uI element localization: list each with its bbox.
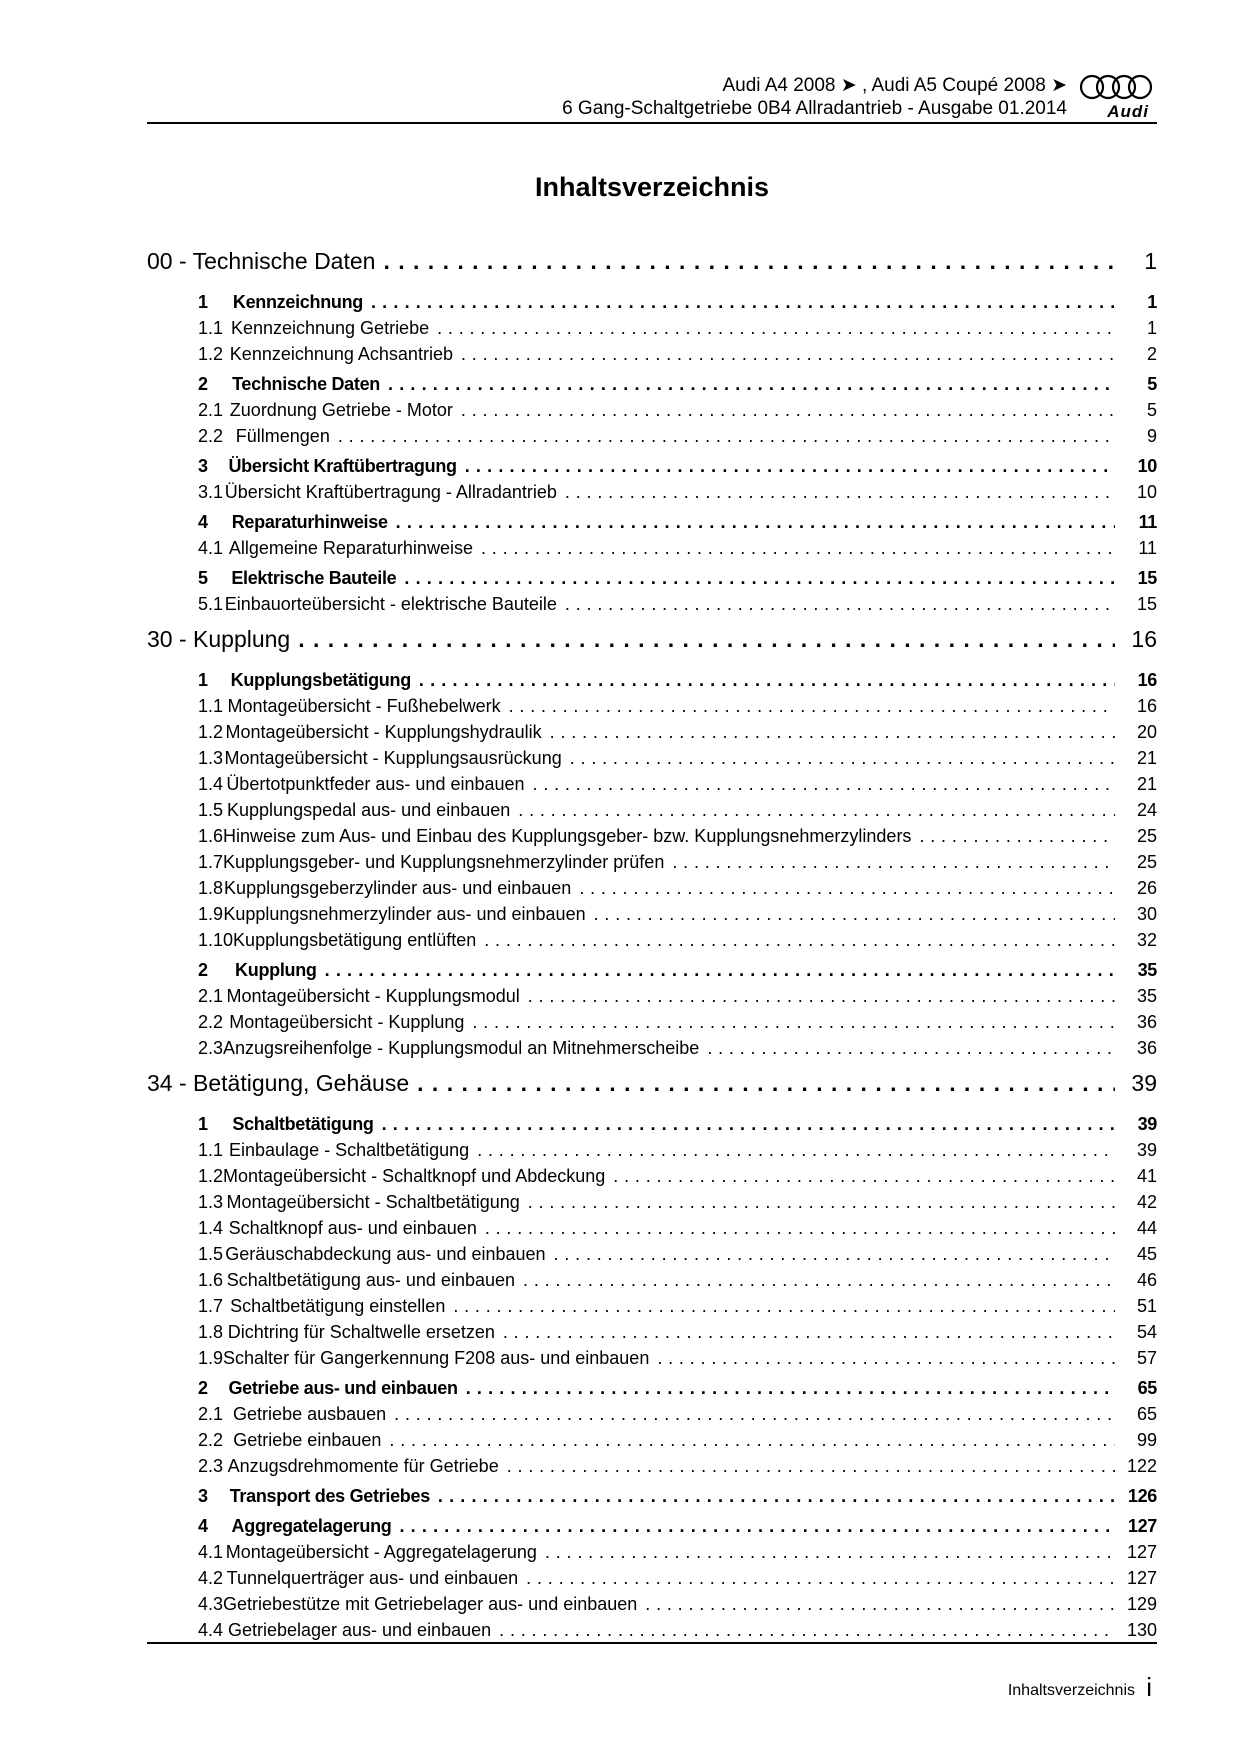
toc-entry-number: 1.9 <box>198 904 224 924</box>
toc-sub-entry[interactable] <box>147 1166 1157 1192</box>
toc-entry-label: Kennzeichnung Achsantrieb <box>229 344 453 364</box>
toc-entry-number: 1 <box>198 670 208 690</box>
toc-entry-page: 10 <box>1137 456 1157 476</box>
toc-chapter-entry[interactable] <box>147 1070 1157 1110</box>
toc-entry-label: Füllmengen <box>235 426 330 446</box>
toc-entry-page: 41 <box>1136 1166 1157 1186</box>
dot-leader <box>645 1594 1115 1615</box>
toc-entry-label: Montageübersicht - Kupplungshydraulik <box>225 722 542 742</box>
toc-sub-entry[interactable] <box>147 538 1157 564</box>
dot-leader <box>465 456 1115 477</box>
toc-entry-page: 20 <box>1136 722 1157 742</box>
toc-entry-page: 36 <box>1136 1012 1157 1032</box>
toc-sub-entry[interactable] <box>147 344 1157 370</box>
toc-entry-number: 4.1 <box>198 538 224 558</box>
toc-entry-page: 36 <box>1136 1038 1157 1058</box>
toc-entry-number: 5.1 <box>198 594 224 614</box>
toc-entry-label: Aggregatelagerung <box>231 1516 392 1536</box>
toc-entry-label: Montageübersicht - Kupplungsausrückung <box>224 748 562 768</box>
toc-entry-number: 4.4 <box>198 1620 224 1640</box>
toc-entry-page: 21 <box>1136 774 1157 794</box>
dot-leader <box>472 1012 1115 1033</box>
toc-entry-number: 2.1 <box>198 986 224 1006</box>
toc-entry-page: 5 <box>1147 374 1157 394</box>
toc-entry-label: Schaltbetätigung einstellen <box>230 1296 446 1316</box>
toc-entry-page: 46 <box>1136 1270 1157 1290</box>
toc-sub-entry[interactable] <box>147 1244 1157 1270</box>
toc-sub-entry[interactable] <box>147 1430 1157 1456</box>
toc-entry-page: 16 <box>1136 696 1157 716</box>
toc-entry-page: 39 <box>1136 1140 1157 1160</box>
toc-entry-number: 1.8 <box>198 1322 224 1342</box>
dot-leader <box>477 1140 1115 1161</box>
toc-section-entry[interactable] <box>147 568 1157 594</box>
toc-sub-entry[interactable] <box>147 400 1157 426</box>
toc-entry-label: Allgemeine Reparaturhinweise <box>228 538 473 558</box>
dot-leader <box>565 482 1115 503</box>
toc-entry-label: Schaltbetätigung <box>232 1114 374 1134</box>
toc-section-entry[interactable] <box>147 512 1157 538</box>
dot-leader <box>461 400 1115 421</box>
dot-leader <box>565 594 1115 615</box>
toc-entry-page: 21 <box>1136 748 1157 768</box>
dot-leader <box>383 248 1115 275</box>
dot-leader <box>396 512 1115 533</box>
toc-entry-page: 2 <box>1146 344 1157 364</box>
dot-leader <box>466 1378 1115 1399</box>
toc-entry-page: 26 <box>1136 878 1157 898</box>
toc-entry-label: Kennzeichnung Getriebe <box>230 318 430 338</box>
toc-entry-number: 1.1 <box>198 318 224 338</box>
toc-entry-label: Montageübersicht - Fußhebelwerk <box>227 696 501 716</box>
header-vehicle-models: Audi A4 2008 ➤ , Audi A5 Coupé 2008 ➤ <box>722 75 1067 96</box>
dot-leader <box>579 878 1115 899</box>
dot-leader <box>437 318 1115 339</box>
toc-entry-number: 1.3 <box>198 748 224 768</box>
toc-entry-label: Geräuschabdeckung aus- und einbauen <box>225 1244 546 1264</box>
dot-leader <box>484 930 1115 951</box>
toc-entry-label: Montageübersicht - Kupplung <box>229 1012 465 1032</box>
toc-entry-number: 3.1 <box>198 482 224 502</box>
toc-sub-entry[interactable] <box>147 774 1157 800</box>
toc-entry-number: 3 <box>198 1486 208 1506</box>
dot-leader <box>554 1244 1115 1265</box>
dot-leader <box>503 1322 1115 1343</box>
toc-sub-entry[interactable] <box>147 318 1157 344</box>
toc-entry-label: Dichtring für Schaltwelle ersetzen <box>227 1322 495 1342</box>
dot-leader <box>594 904 1115 925</box>
toc-entry-label: 34 - Betätigung, Gehäuse <box>147 1070 410 1096</box>
page-header <box>147 70 1157 122</box>
toc-entry-number: 2.3 <box>198 1456 224 1476</box>
toc-section-entry[interactable] <box>147 670 1157 696</box>
toc-entry-page: 15 <box>1136 594 1157 614</box>
toc-entry-page: 127 <box>1126 1542 1157 1562</box>
toc-entry-number: 1.9 <box>198 1348 224 1368</box>
toc-entry-page: 127 <box>1126 1568 1157 1588</box>
toc-entry-page: 25 <box>1136 852 1157 872</box>
audi-rings-icon <box>1077 74 1157 100</box>
toc-entry-number: 4.1 <box>198 1542 224 1562</box>
toc-entry-page: 54 <box>1136 1322 1157 1342</box>
dot-leader <box>481 538 1115 559</box>
toc-entry-page: 51 <box>1136 1296 1157 1316</box>
dot-leader <box>399 1516 1115 1537</box>
toc-entry-page: 126 <box>1127 1486 1157 1506</box>
toc-sub-entry[interactable] <box>147 1348 1157 1374</box>
toc-entry-page: 65 <box>1137 1378 1157 1398</box>
dot-leader <box>325 960 1115 981</box>
dot-leader <box>528 1192 1115 1213</box>
table-of-contents <box>147 242 1157 1646</box>
toc-sub-entry[interactable] <box>147 1322 1157 1348</box>
toc-sub-entry[interactable] <box>147 1140 1157 1166</box>
toc-entry-label: Einbaulage - Schaltbetätigung <box>229 1140 470 1160</box>
dot-leader <box>657 1348 1115 1369</box>
toc-entry-number: 2.3 <box>198 1038 224 1058</box>
toc-entry-number: 1.1 <box>198 1140 224 1160</box>
dot-leader <box>545 1542 1115 1563</box>
toc-sub-entry[interactable] <box>147 878 1157 904</box>
toc-entry-label: Schaltbetätigung aus- und einbauen <box>226 1270 516 1290</box>
dot-leader <box>453 1296 1115 1317</box>
toc-entry-label: Anzugsreihenfolge - Kupplungsmodul an Mitnehmerscheibe <box>223 1038 700 1058</box>
audi-logo <box>1077 74 1157 121</box>
toc-entry-label: Einbauorteübersicht - elektrische Bauteile <box>224 594 557 614</box>
toc-sub-entry[interactable] <box>147 930 1157 956</box>
toc-entry-label: Kennzeichnung <box>232 292 363 312</box>
dot-leader <box>672 852 1115 873</box>
toc-entry-label: 30 - Kupplung <box>147 626 291 652</box>
dot-leader <box>419 670 1115 691</box>
toc-sub-entry[interactable] <box>147 826 1157 852</box>
toc-entry-page: 130 <box>1126 1620 1157 1640</box>
toc-section-entry[interactable] <box>147 374 1157 400</box>
toc-entry-number: 2.2 <box>198 1430 224 1450</box>
toc-entry-page: 24 <box>1136 800 1157 820</box>
dot-leader <box>550 722 1115 743</box>
toc-entry-number: 1.4 <box>198 1218 224 1238</box>
dot-leader <box>394 1404 1115 1425</box>
toc-entry-number: 1.2 <box>198 722 224 742</box>
toc-entry-number: 2.2 <box>198 1012 224 1032</box>
toc-entry-number: 1 <box>198 292 208 312</box>
footer-rule <box>147 1642 1157 1644</box>
toc-entry-label: Kupplung <box>235 960 317 980</box>
toc-chapter-entry[interactable] <box>147 626 1157 666</box>
toc-entry-label: Kupplungspedal aus- und einbauen <box>227 800 511 820</box>
toc-sub-entry[interactable] <box>147 800 1157 826</box>
toc-entry-number: 2.2 <box>198 426 224 446</box>
toc-entry-number: 1.5 <box>198 800 224 820</box>
toc-entry-page: 42 <box>1136 1192 1157 1212</box>
dot-leader <box>499 1620 1115 1641</box>
toc-entry-number: 3 <box>198 456 208 476</box>
toc-entry-page: 32 <box>1136 930 1157 950</box>
dot-leader <box>461 344 1115 365</box>
toc-entry-label: Elektrische Bauteile <box>231 568 397 588</box>
toc-entry-label: Schaltknopf aus- und einbauen <box>228 1218 477 1238</box>
toc-entry-page: 16 <box>1131 626 1157 652</box>
toc-entry-number: 1.7 <box>198 852 224 872</box>
dot-leader <box>518 800 1115 821</box>
toc-section-entry[interactable] <box>147 292 1157 318</box>
dot-leader <box>509 696 1115 717</box>
toc-entry-label: Getriebestütze mit Getriebelager aus- und einbauen <box>223 1594 638 1614</box>
dot-leader <box>485 1218 1115 1239</box>
toc-entry-page: 122 <box>1126 1456 1157 1476</box>
toc-entry-page: 16 <box>1137 670 1157 690</box>
toc-entry-label: Übersicht Kraftübertragung <box>228 456 457 476</box>
toc-entry-number: 2 <box>198 960 208 980</box>
toc-entry-label: Montageübersicht - Schaltbetätigung <box>226 1192 520 1212</box>
toc-section-entry[interactable] <box>147 1486 1157 1512</box>
toc-entry-label: Kupplungsbetätigung <box>230 670 411 690</box>
toc-entry-label: Anzugsdrehmomente für Getriebe <box>227 1456 499 1476</box>
toc-sub-entry[interactable] <box>147 748 1157 774</box>
toc-sub-entry[interactable] <box>147 1192 1157 1218</box>
toc-sub-entry[interactable] <box>147 1296 1157 1322</box>
toc-entry-number: 2.1 <box>198 1404 224 1424</box>
dot-leader <box>298 626 1115 653</box>
toc-entry-page: 39 <box>1137 1114 1157 1134</box>
toc-entry-page: 10 <box>1136 482 1157 502</box>
toc-entry-page: 57 <box>1136 1348 1157 1368</box>
toc-section-entry[interactable] <box>147 1114 1157 1140</box>
toc-entry-page: 15 <box>1137 568 1157 588</box>
dot-leader <box>613 1166 1115 1187</box>
toc-entry-number: 1.5 <box>198 1244 224 1264</box>
toc-entry-label: Getriebe aus- und einbauen <box>228 1378 458 1398</box>
toc-entry-number: 4 <box>198 512 208 532</box>
toc-entry-number: 1.6 <box>198 1270 224 1290</box>
toc-sub-entry[interactable] <box>147 1542 1157 1568</box>
toc-entry-label: Zuordnung Getriebe - Motor <box>229 400 453 420</box>
toc-entry-label: Getriebelager aus- und einbauen <box>227 1620 492 1640</box>
toc-entry-label: 00 - Technische Daten <box>147 248 376 274</box>
toc-entry-number: 2.1 <box>198 400 224 420</box>
dot-leader <box>438 1486 1115 1507</box>
toc-entry-page: 35 <box>1136 986 1157 1006</box>
toc-entry-label: Technische Daten <box>232 374 380 394</box>
toc-entry-label: Montageübersicht - Kupplungsmodul <box>226 986 520 1006</box>
toc-entry-page: 11 <box>1138 538 1157 558</box>
dot-leader <box>389 1430 1115 1451</box>
toc-sub-entry[interactable] <box>147 1218 1157 1244</box>
toc-entry-number: 1.1 <box>198 696 224 716</box>
toc-entry-label: Getriebe ausbauen <box>233 1404 387 1424</box>
toc-entry-label: Transport des Getriebes <box>229 1486 430 1506</box>
toc-entry-number: 1.6 <box>198 826 224 846</box>
toc-section-entry[interactable] <box>147 1378 1157 1404</box>
dot-leader <box>526 1568 1115 1589</box>
toc-entry-number: 1 <box>198 1114 208 1134</box>
toc-entry-number: 1.8 <box>198 878 224 898</box>
toc-sub-entry[interactable] <box>147 1568 1157 1594</box>
toc-sub-entry[interactable] <box>147 1038 1157 1064</box>
toc-sub-entry[interactable] <box>147 482 1157 508</box>
toc-entry-page: 9 <box>1146 426 1157 446</box>
audi-logo-text: Audi <box>1107 102 1149 121</box>
toc-entry-page: 127 <box>1127 1516 1157 1536</box>
dot-leader <box>388 374 1115 395</box>
toc-entry-page: 30 <box>1136 904 1157 924</box>
toc-entry-number: 4.3 <box>198 1594 224 1614</box>
toc-entry-page: 65 <box>1136 1404 1157 1424</box>
toc-entry-page: 25 <box>1136 826 1157 846</box>
toc-section-entry[interactable] <box>147 1516 1157 1542</box>
dot-leader <box>338 426 1115 447</box>
dot-leader <box>528 986 1115 1007</box>
toc-entry-page: 99 <box>1136 1430 1157 1450</box>
toc-sub-entry[interactable] <box>147 904 1157 930</box>
toc-entry-label: Kupplungsgeber- und Kupplungsnehmerzylinder prüfen <box>223 852 665 872</box>
toc-entry-label: Montageübersicht - Aggregatelagerung <box>225 1542 537 1562</box>
toc-sub-entry[interactable] <box>147 1456 1157 1482</box>
footer-page-number: i <box>1146 1672 1152 1702</box>
toc-entry-page: 35 <box>1137 960 1157 980</box>
dot-leader <box>507 1456 1115 1477</box>
toc-entry-number: 2 <box>198 1378 208 1398</box>
toc-entry-label: Kupplungsbetätigung entlüften <box>233 930 477 950</box>
toc-entry-number: 1.3 <box>198 1192 224 1212</box>
toc-entry-page: 5 <box>1146 400 1157 420</box>
dot-leader <box>371 292 1115 313</box>
toc-entry-number: 4 <box>198 1516 208 1536</box>
toc-sub-entry[interactable] <box>147 696 1157 722</box>
toc-entry-label: Kupplungsgeberzylinder aus- und einbauen <box>224 878 572 898</box>
toc-entry-page: 129 <box>1126 1594 1157 1614</box>
toc-sub-entry[interactable] <box>147 722 1157 748</box>
dot-leader <box>707 1038 1115 1059</box>
toc-sub-entry[interactable] <box>147 1270 1157 1296</box>
toc-sub-entry[interactable] <box>147 986 1157 1012</box>
toc-sub-entry[interactable] <box>147 852 1157 878</box>
toc-entry-label: Übersicht Kraftübertragung - Allradantrieb <box>224 482 557 502</box>
toc-entry-label: Schalter für Gangerkennung F208 aus- und einbauen <box>223 1348 650 1368</box>
header-manual-subtitle: 6 Gang-Schaltgetriebe 0B4 Allradantrieb - Ausgabe 01.2014 <box>562 98 1067 119</box>
toc-entry-number: 1.10 <box>198 930 234 950</box>
toc-entry-number: 1.7 <box>198 1296 224 1316</box>
footer-label: Inhaltsverzeichnis <box>1007 1682 1135 1699</box>
toc-entry-page: 45 <box>1136 1244 1157 1264</box>
toc-entry-page: 1 <box>1144 248 1157 274</box>
toc-entry-label: Tunnelquerträger aus- und einbauen <box>226 1568 519 1588</box>
toc-entry-label: Übertotpunktfeder aus- und einbauen <box>226 774 525 794</box>
dot-leader <box>533 774 1115 795</box>
toc-sub-entry[interactable] <box>147 594 1157 620</box>
toc-entry-label: Montageübersicht - Schaltknopf und Abdeckung <box>223 1166 606 1186</box>
toc-entry-number: 5 <box>198 568 208 588</box>
toc-entry-page: 1 <box>1146 318 1157 338</box>
toc-sub-entry[interactable] <box>147 1012 1157 1038</box>
toc-sub-entry[interactable] <box>147 1594 1157 1620</box>
dot-leader <box>404 568 1115 589</box>
toc-entry-label: Kupplungsnehmerzylinder aus- und einbauen <box>223 904 586 924</box>
header-rule <box>147 122 1157 124</box>
toc-entry-number: 4.2 <box>198 1568 224 1588</box>
toc-entry-page: 1 <box>1147 292 1157 312</box>
toc-entry-number: 1.2 <box>198 344 224 364</box>
toc-sub-entry[interactable] <box>147 1404 1157 1430</box>
toc-chapter-entry[interactable] <box>147 248 1157 288</box>
toc-entry-label: Reparaturhinweise <box>231 512 388 532</box>
toc-entry-page: 11 <box>1138 512 1157 532</box>
toc-entry-number: 2 <box>198 374 208 394</box>
toc-entry-label: Hinweise zum Aus- und Einbau des Kupplungsgeber- bzw. Kupplungsnehmerzylinders <box>223 826 912 846</box>
page-title: Inhaltsverzeichnis <box>534 172 770 202</box>
toc-entry-number: 1.4 <box>198 774 224 794</box>
dot-leader <box>417 1070 1115 1097</box>
toc-entry-number: 1.2 <box>198 1166 224 1186</box>
toc-entry-page: 44 <box>1136 1218 1157 1238</box>
dot-leader <box>523 1270 1115 1291</box>
toc-sub-entry[interactable] <box>147 426 1157 452</box>
dot-leader <box>570 748 1115 769</box>
toc-section-entry[interactable] <box>147 960 1157 986</box>
toc-entry-page: 39 <box>1131 1070 1157 1096</box>
toc-section-entry[interactable] <box>147 456 1157 482</box>
toc-entry-label: Getriebe einbauen <box>233 1430 382 1450</box>
dot-leader <box>919 826 1115 847</box>
dot-leader <box>382 1114 1115 1135</box>
